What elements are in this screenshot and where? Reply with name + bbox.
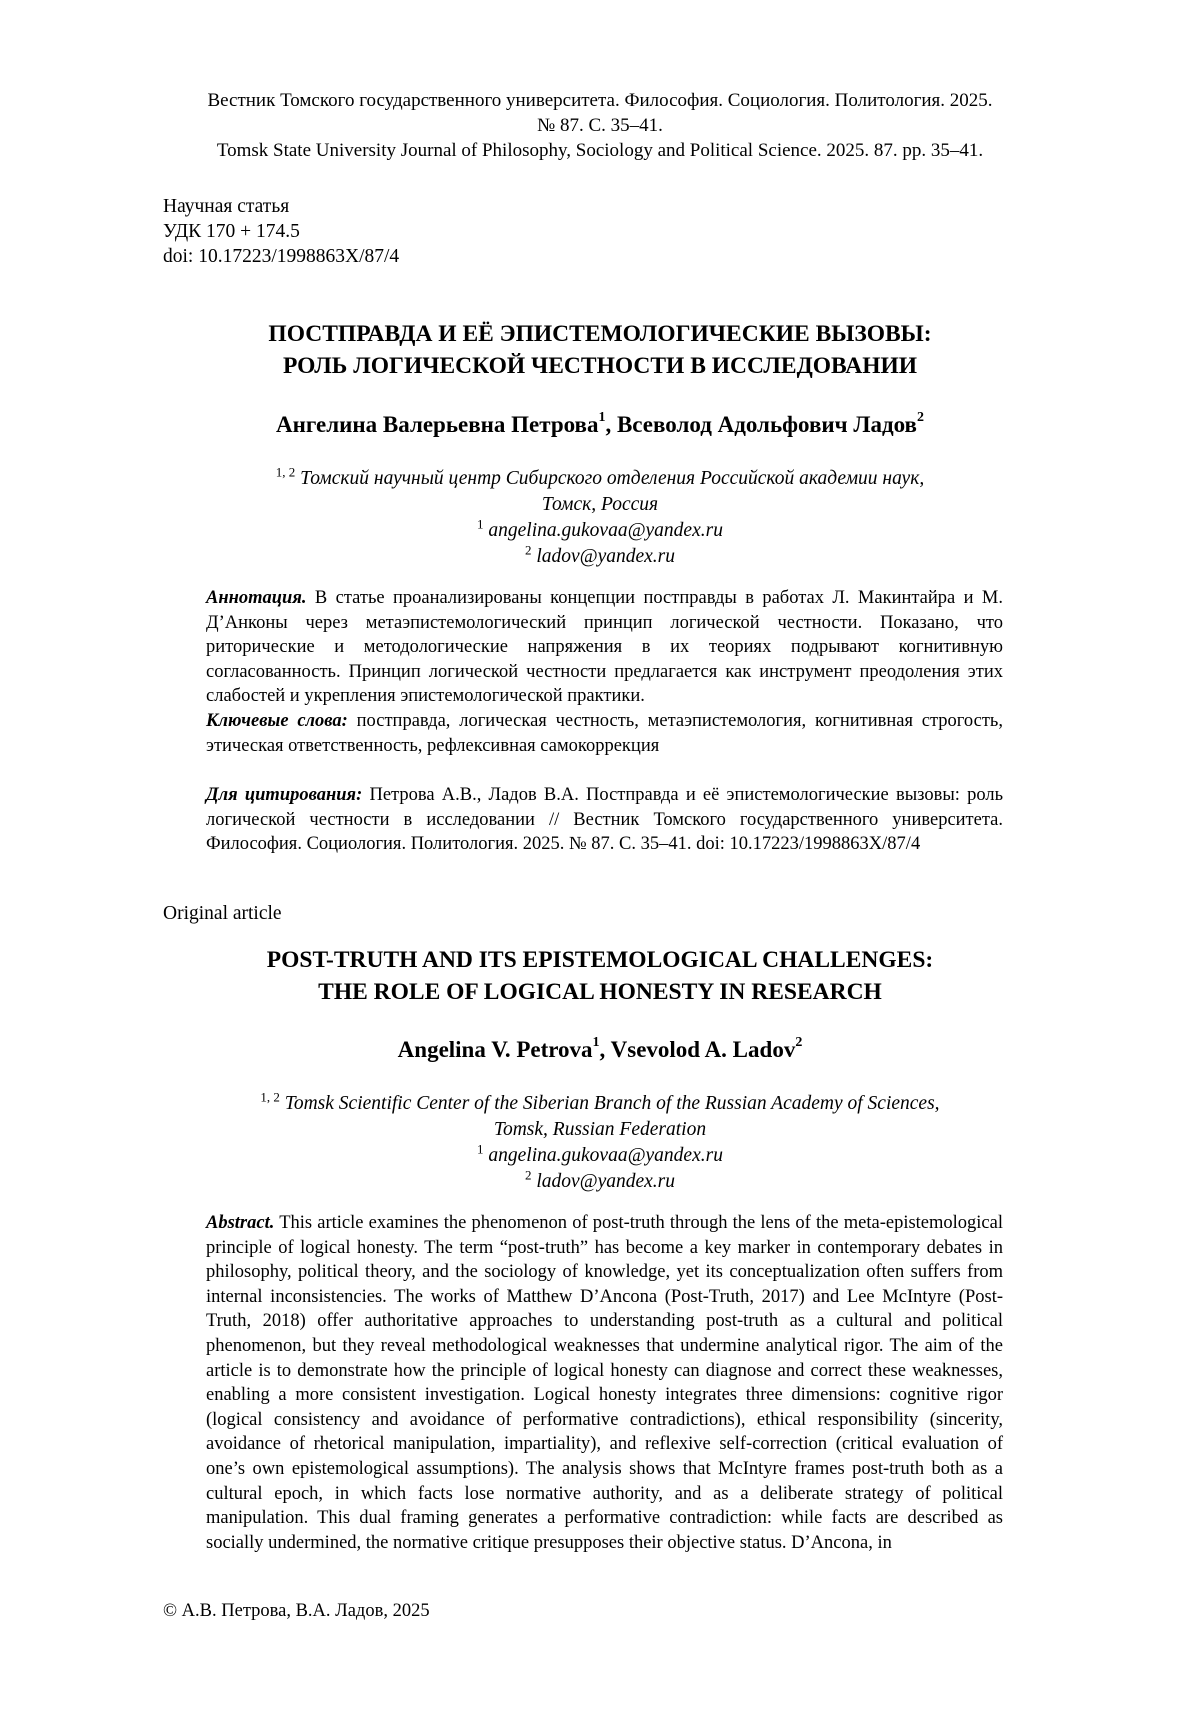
article-meta — [163, 194, 399, 269]
article-type-en: Original article — [163, 903, 282, 924]
title-en — [0, 944, 1200, 1008]
affil-sup: 1, 2 — [275, 464, 296, 480]
abstract-label: Аннотация. — [206, 588, 307, 608]
email-link[interactable]: ladov@yandex.ru — [536, 1171, 676, 1192]
email-sup: 2 — [524, 542, 532, 558]
journal-header-en: Tomsk State University Journal of Philosophy, Sociology and Political Science. 2025. 87. pp. 35–41. — [216, 140, 984, 161]
author-separator: , — [599, 1037, 611, 1062]
affil-line: Томск, Россия — [541, 494, 659, 515]
title-en-line1: POST-TRUTH AND ITS EPISTEMOLOGICAL CHALLENGES: — [266, 947, 934, 973]
affiliation-ru — [0, 466, 1200, 570]
email-link[interactable]: angelina.gukovaa@yandex.ru — [488, 1145, 723, 1166]
author-sup: 2 — [916, 410, 924, 426]
abstract-ru — [206, 586, 1003, 758]
author-sup: 1 — [598, 410, 606, 426]
udc-code: УДК 170 + 174.5 — [163, 221, 300, 242]
doi: doi: 10.17223/1998863X/87/4 — [163, 246, 400, 267]
abstract-text: В статье проанализированы концепции постправды в работах Л. Макинтайра и М. Д’Анконы через метаэпистемологический принцип логической честности. Показано, что риторические и методологические напряжения в их теориях подрывают когнитивную согласованность. Принцип логической честности предлагается как инструмент преодоления этих слабостей и укрепления эпистемологической практики. — [206, 588, 1004, 707]
keywords-label: Ключевые слова: — [206, 710, 348, 731]
title-en-line2: THE ROLE OF LOGICAL HONESTY IN RESEARCH — [318, 979, 882, 1005]
author-name: Ангелина Валерьевна Петрова — [276, 412, 599, 437]
email-link[interactable]: ladov@yandex.ru — [536, 546, 676, 567]
affil-line: Томский научный центр Сибирского отделения Российской академии наук, — [300, 468, 925, 489]
authors-ru — [0, 410, 1200, 440]
title-ru-line1: ПОСТПРАВДА И ЕЁ ЭПИСТЕМОЛОГИЧЕСКИЕ ВЫЗОВЫ: — [268, 321, 932, 347]
citation-text: Петрова А.В., Ладов В.А. Постправда и её эпистемологические вызовы: роль логической честности в исследовании // Вестник Томского государственного университета. Философия. Социология. Политология. 2025. № 87. С. 35–41. doi: 10.17223/1998863X/87/4 — [206, 785, 1004, 855]
abstract-label: Abstract. — [206, 1213, 275, 1233]
author-separator: , — [605, 412, 617, 437]
affil-sup: 1, 2 — [260, 1089, 280, 1105]
email-sup: 2 — [524, 1167, 532, 1183]
journal-header — [0, 88, 1200, 163]
title-ru-line2: РОЛЬ ЛОГИЧЕСКОЙ ЧЕСТНОСТИ В ИССЛЕДОВАНИИ — [282, 353, 918, 379]
journal-header-ru: Вестник Томского государственного университета. Философия. Социология. Политология. 2025. — [207, 90, 993, 111]
abstract-en — [206, 1211, 1003, 1555]
citation-label: Для цитирования: — [206, 785, 363, 805]
affiliation-en — [0, 1091, 1200, 1195]
author-name: Angelina V. Petrova — [397, 1037, 593, 1062]
email-link[interactable]: angelina.gukovaa@yandex.ru — [488, 520, 723, 541]
journal-header-ru-pages: № 87. С. 35–41. — [537, 115, 663, 136]
title-ru — [0, 318, 1200, 382]
author-name: Vsevolod A. Ladov — [610, 1037, 796, 1062]
affil-line: Tomsk, Russian Federation — [493, 1119, 707, 1140]
copyright: © А.В. Петрова, В.А. Ладов, 2025 — [163, 1601, 430, 1621]
author-sup: 1 — [592, 1035, 600, 1051]
keywords-text: постправда, логическая честность, метаэпистемология, когнитивная строгость, этическая ответственность, рефлексивная самокоррекция — [206, 710, 1003, 756]
abstract-text: This article examines the phenomenon of post-truth through the lens of the meta-epistemological principle of logical honesty. The term “post-truth” has become a key marker in contemporary debates in philosophy, political theory, and the sociology of knowledge, yet its conceptualization often suffers from internal inconsistencies. The works of Matthew D’Ancona (Post-Truth, 2017) and Lee McIntyre (Post-Truth, 2018) offer authoritative approaches to understanding post-truth as a cultural and political phenomenon, but they reveal methodological weaknesses that undermine analytical rigor. The aim of the article is to demonstrate how the principle of logical honesty can diagnose and correct these weaknesses, enabling a more consistent investigation. Logical honesty integrates three dimensions: cognitive rigor (logical consistency and avoidance of performative contradictions), ethical responsibility (sincerity, avoidance of rhetorical manipulation, impartiality), and reflexive self-correction (critical evaluation of one’s own epistemological assumptions). The analysis shows that McIntyre frames post-truth both as a cultural epoch, in which facts lose normative authority, and as a deliberate strategy of political manipulation. This dual framing generates a performative contradiction: while facts are described as socially undermined, the normative critique presupposes their objective status. D’Ancona, in — [206, 1213, 1003, 1553]
citation-ru — [206, 783, 1003, 857]
article-type-ru: Научная статья — [163, 196, 290, 217]
authors-en — [0, 1035, 1200, 1065]
author-name: Всеволод Адольфович Ладов — [616, 412, 917, 437]
author-sup: 2 — [795, 1035, 803, 1051]
email-sup: 1 — [477, 516, 484, 532]
affil-line: Tomsk Scientific Center of the Siberian Branch of the Russian Academy of Sciences, — [284, 1093, 940, 1114]
email-sup: 1 — [477, 1141, 484, 1157]
